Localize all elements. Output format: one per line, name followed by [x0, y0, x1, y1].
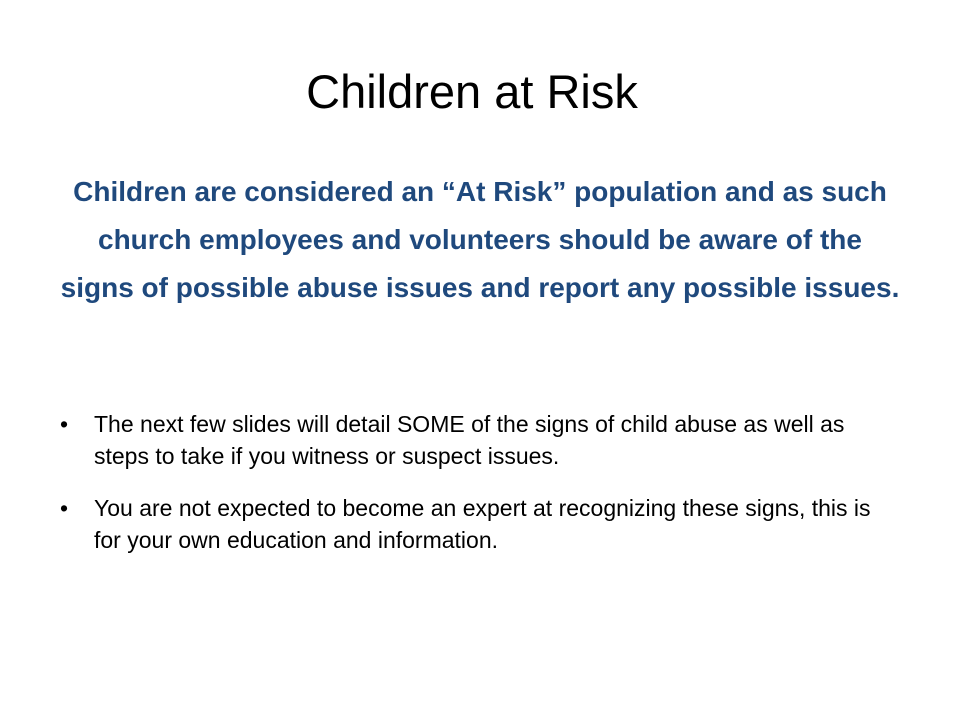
slide-subtitle: Children are considered an “At Risk” population and as such church employees and volunteers should be aware of the signs of possible abuse issues and report any possible issues.: [60, 176, 900, 303]
bullet-text: You are not expected to become an expert at recognizing these signs, this is for your own education and information.: [94, 495, 871, 553]
bullet-item: [60, 492, 900, 556]
bullet-text: The next few slides will detail SOME of the signs of child abuse as well as steps to take if you witness or suspect issues.: [94, 411, 845, 469]
bullet-marker: •: [60, 495, 69, 521]
bullet-marker: •: [60, 411, 69, 437]
bullet-list: [60, 408, 900, 576]
slide-title: Children at Risk: [306, 65, 638, 118]
bullet-item: [60, 408, 900, 472]
